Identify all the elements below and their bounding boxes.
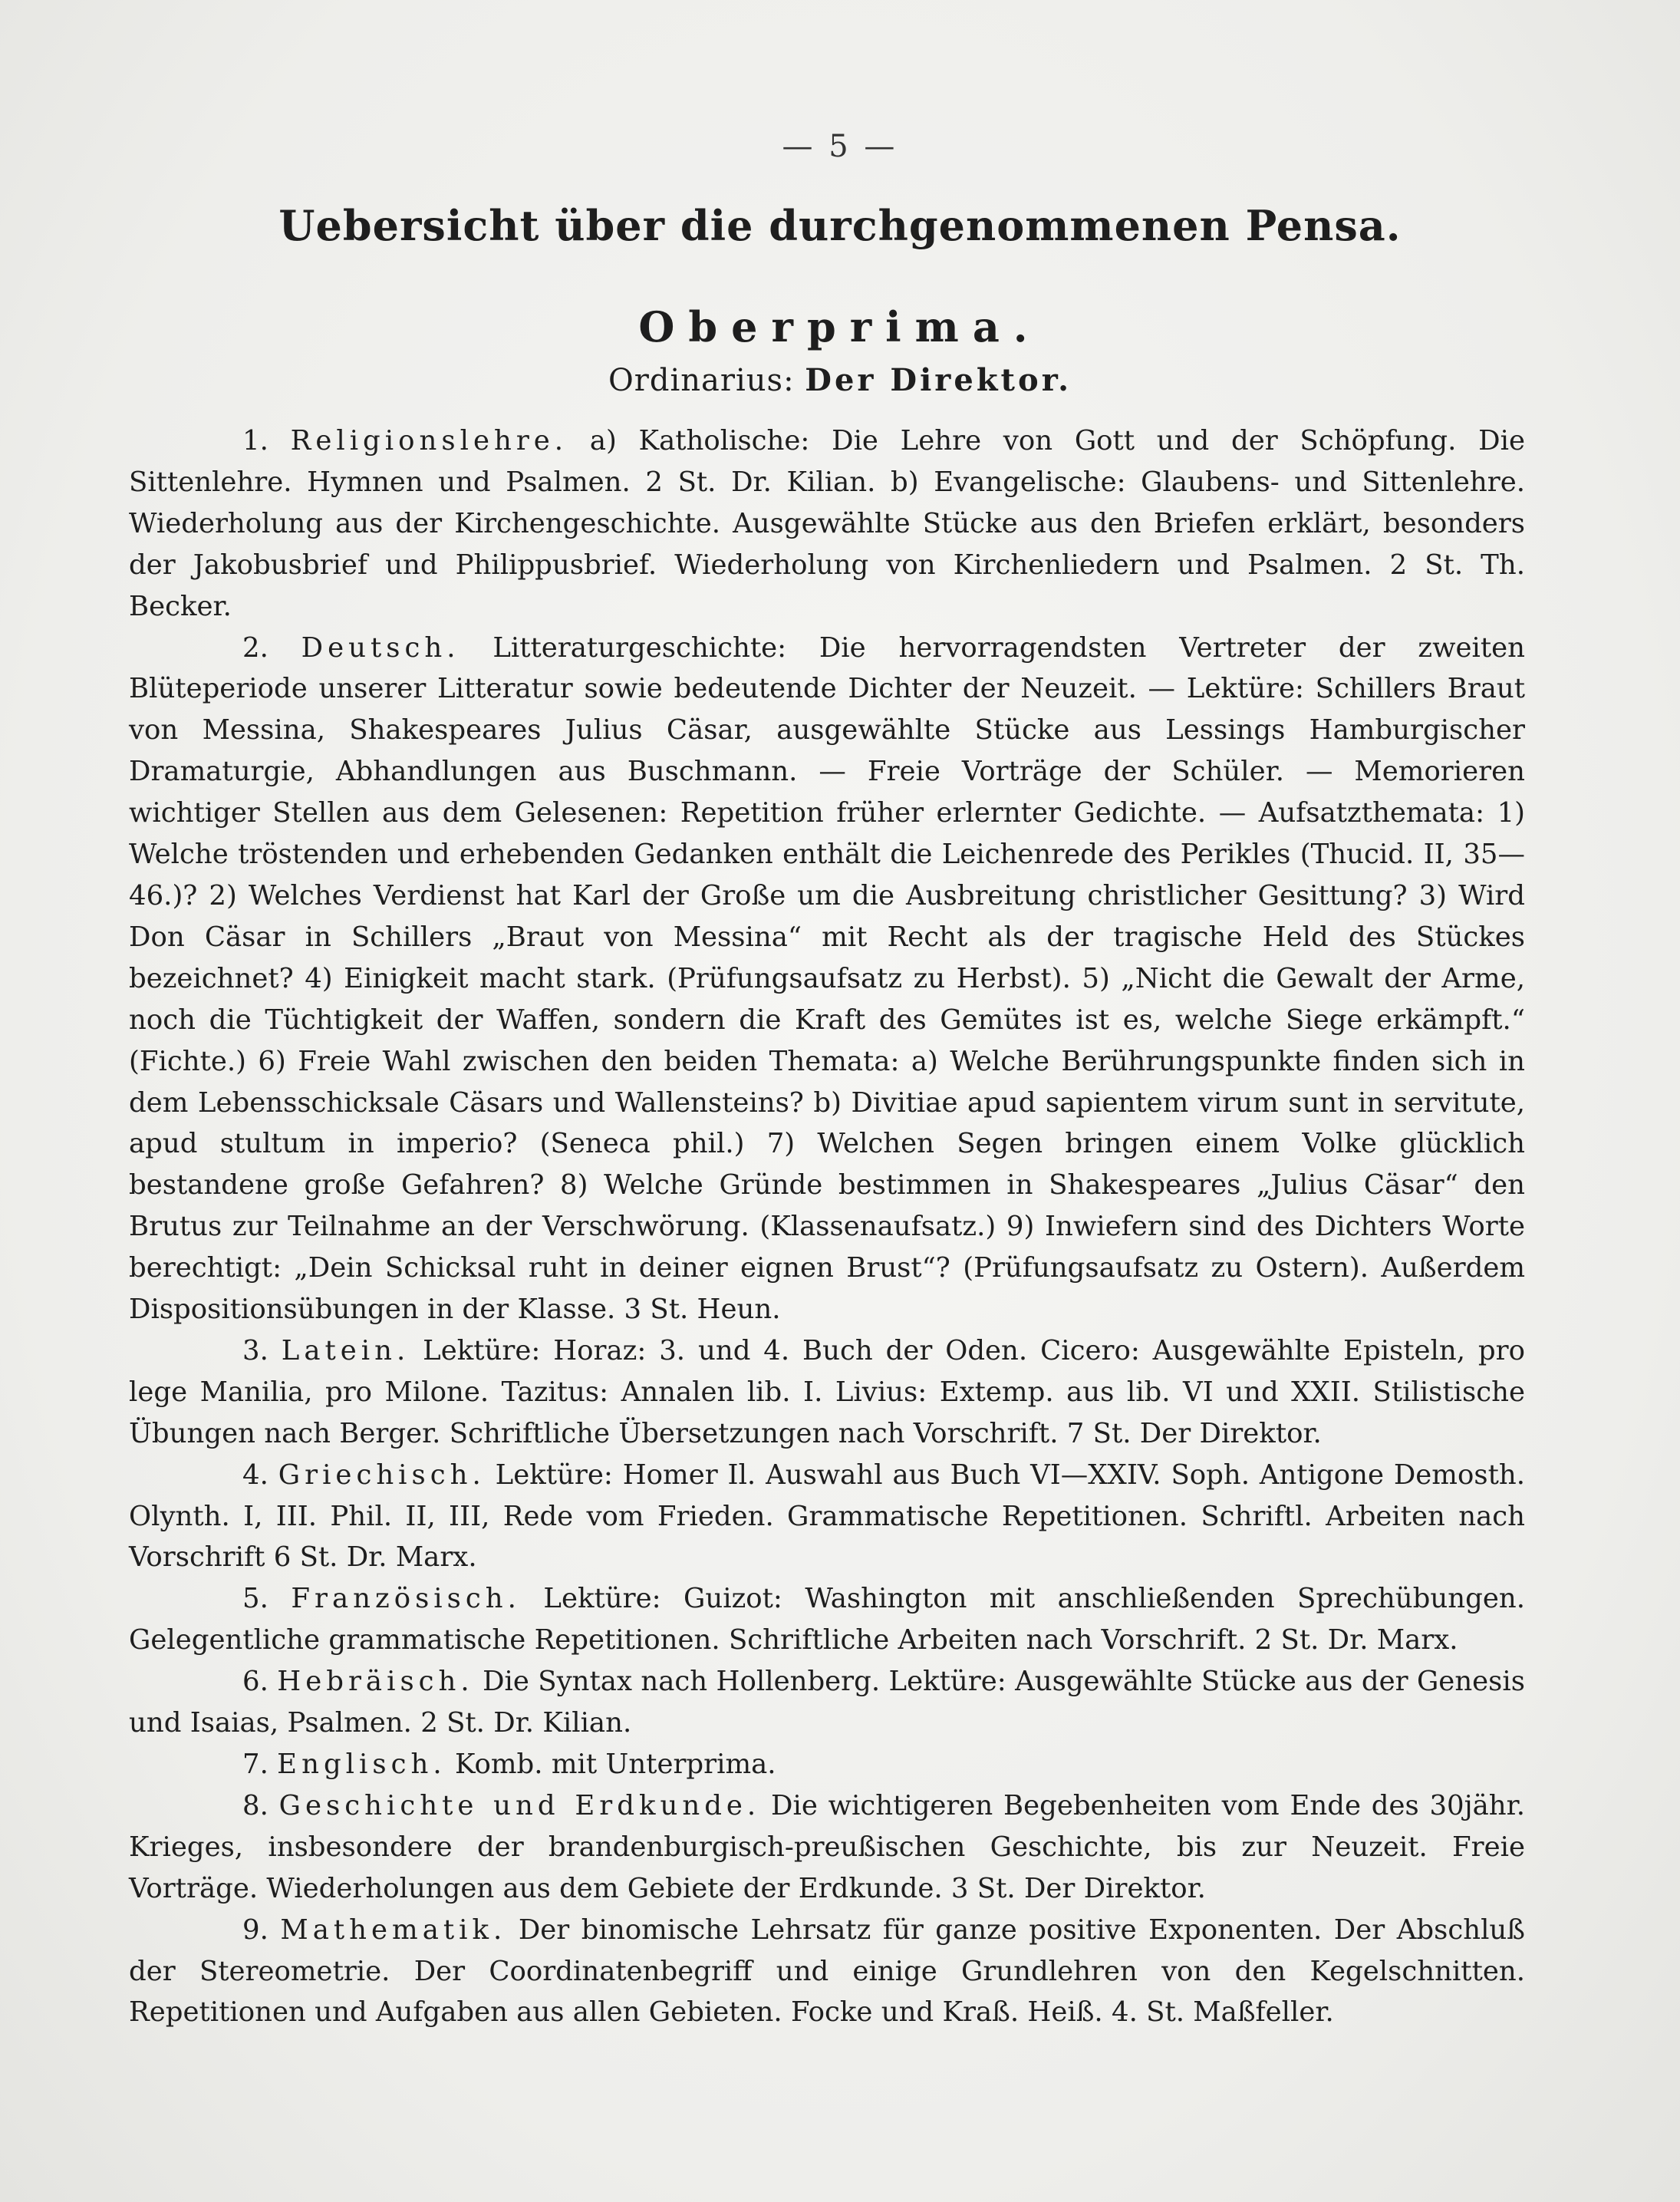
subject-griechisch (129, 1455, 1525, 1579)
page-number: — 5 — (782, 129, 898, 164)
subject-text: Lektüre: Homer Il. Auswahl aus Buch VI—XXIV. Soph. Antigone Demosth. Olynth. I, III. Phil. II, III, Rede vom Frieden. Grammatische Repetitionen. Schriftl. Arbeiten nach Vorschrift 6 St. Dr. Marx. (129, 1459, 1525, 1574)
ordinarius-label: Ordinarius: (608, 363, 795, 398)
subject-number: 2. (242, 631, 268, 664)
subject-name: Latein. (281, 1334, 410, 1366)
subject-name: Französisch. (291, 1583, 521, 1615)
subject-geschichte (129, 1785, 1525, 1910)
subject-text: a) Katholische: Die Lehre von Gott und der Schöpfung. Die Sittenlehre. Hymnen und Psalmen. 2 St. Dr. Kilian. b) Evangelische: Glaubens- und Sittenlehre. Wiederholung aus der Kirchengeschichte. Ausgewählte Stücke aus den Briefen erklärt, besonders der Jakobusbrief und Philippusbrief. Wiederholung von Kirchenliedern und Psalmen. 2 St. Th. Becker. (129, 425, 1525, 622)
subject-latein (129, 1330, 1525, 1455)
ordinarius-name: Der Direktor. (805, 362, 1072, 398)
subject-name: Griechisch. (278, 1459, 486, 1491)
subject-religion (129, 420, 1525, 628)
subject-text: Die wichtigeren Begebenheiten vom Ende des 30jähr. Krieges, insbesondere der brandenburgisch-preußischen Geschichte, bis zur Neuzeit. Freie Vorträge. Wiederholungen aus dem Gebiete der Erdkunde. 3 St. Der Direktor. (129, 1789, 1526, 1904)
subject-text: Die Syntax nach Hollenberg. Lektüre: Ausgewählte Stücke aus der Genesis und Isaias, Psalmen. 2 St. Dr. Kilian. (129, 1666, 1525, 1739)
subject-number: 7. (242, 1749, 268, 1780)
subject-deutsch (129, 628, 1525, 1330)
subject-franzoesisch (129, 1578, 1525, 1661)
subject-text: Lektüre: Guizot: Washington mit anschließenden Sprechübungen. Gelegentliche grammatische Repetitionen. Schriftliche Arbeiten nach Vorschrift. 2 St. Dr. Marx. (129, 1583, 1525, 1656)
subjects-list (129, 420, 1525, 2033)
subject-name: Mathematik. (280, 1914, 507, 1946)
subject-text: Lektüre: Horaz: 3. und 4. Buch der Oden. Cicero: Ausgewählte Episteln, pro lege Manilia, pro Milone. Tazitus: Annalen lib. I. Livius: Extemp. aus lib. VI und XXII. Stilistische Übungen nach Berger. Schriftliche Übersetzungen nach Vorschrift. 7 St. Der Direktor. (129, 1334, 1525, 1449)
subject-name: Deutsch. (301, 631, 460, 664)
subject-name: Geschichte und Erdkunde. (278, 1789, 761, 1821)
subject-number: 8. (242, 1789, 268, 1821)
subject-name: Englisch. (277, 1749, 446, 1780)
subject-text: Litteraturgeschichte: Die hervorragendsten Vertreter der zweiten Blüteperiode unserer Litteratur sowie bedeutende Dichter der Neuzeit. — Lektüre: Schillers Braut von Messina, Shakespeares Julius Cäsar, ausgewählte Stücke aus Lessings Hamburgischer Dramaturgie, Abhandlungen aus Buschmann. — Freie Vorträge der Schüler. — Memorieren wichtiger Stellen aus dem Gelesenen: Repetition früher erlernter Gedichte. — Aufsatzthemata: 1) Welche tröstenden und erhebenden Gedanken enthält die Leichenrede des Perikles (Thucid. II, 35—46.)? 2) Welches Verdienst hat Karl der Große um die Ausbreitung christlicher Gesittung? 3) Wird Don Cäsar in Schillers „Braut von Messina“ mit Recht als der tragische Held des Stückes bezeichnet? 4) Einigkeit macht stark. (Prüfungsaufsatz zu Herbst). 5) „Nicht die Gewalt der Arme, noch die Tüchtigkeit der Waffen, sondern die Kraft des Gemütes ist es, welche Siege erkämpft.“ (Fichte.) 6) Freie Wahl zwischen den beiden Themata: a) Welche Berührungspunkte finden sich in dem Lebensschicksale Cäsars und Wallensteins? b) Divitiae apud sapientem virum sunt in servitute, apud stultum in imperio? (Seneca phil.) 7) Welchen Segen bringen einem Volke glücklich bestandene große Gefahren? 8) Welche Gründe bestimmen in Shakespeares „Julius Cäsar“ den Brutus zur Teilnahme an der Verschwörung. (Klassenaufsatz.) 9) Inwiefern sind des Dichters Worte berechtigt: „Dein Schicksal ruht in deiner eignen Brust“? (Prüfungsaufsatz zu Ostern). Außerdem Dispositionsübungen in der Klasse. 3 St. Heun. (129, 631, 1525, 1326)
subject-number: 1. (242, 425, 268, 457)
subject-mathematik (129, 1910, 1525, 2034)
page-title: Uebersicht über die durchgenommenen Pensa. (278, 201, 1402, 250)
subject-name: Religionslehre. (290, 425, 568, 457)
subject-name: Hebräisch. (277, 1666, 474, 1698)
subject-hebraeisch (129, 1661, 1525, 1744)
class-heading: Oberprima. (638, 302, 1042, 351)
ordinarius-line (0, 362, 1680, 398)
subject-number: 9. (242, 1914, 268, 1946)
subject-text: Komb. mit Unterprima. (454, 1749, 776, 1780)
subject-number: 3. (242, 1334, 268, 1366)
subject-englisch (129, 1744, 1525, 1785)
subject-number: 6. (242, 1666, 268, 1698)
subject-number: 5. (242, 1583, 268, 1615)
subject-number: 4. (242, 1459, 268, 1491)
subject-text: Der binomische Lehrsatz für ganze positive Exponenten. Der Abschluß der Stereometrie. Der Coordinatenbegriff und einige Grundlehren von den Kegelschnitten. Repetitionen und Aufgaben aus allen Gebieten. Focke und Kraß. Heiß. 4. St. Maßfeller. (129, 1914, 1526, 2029)
